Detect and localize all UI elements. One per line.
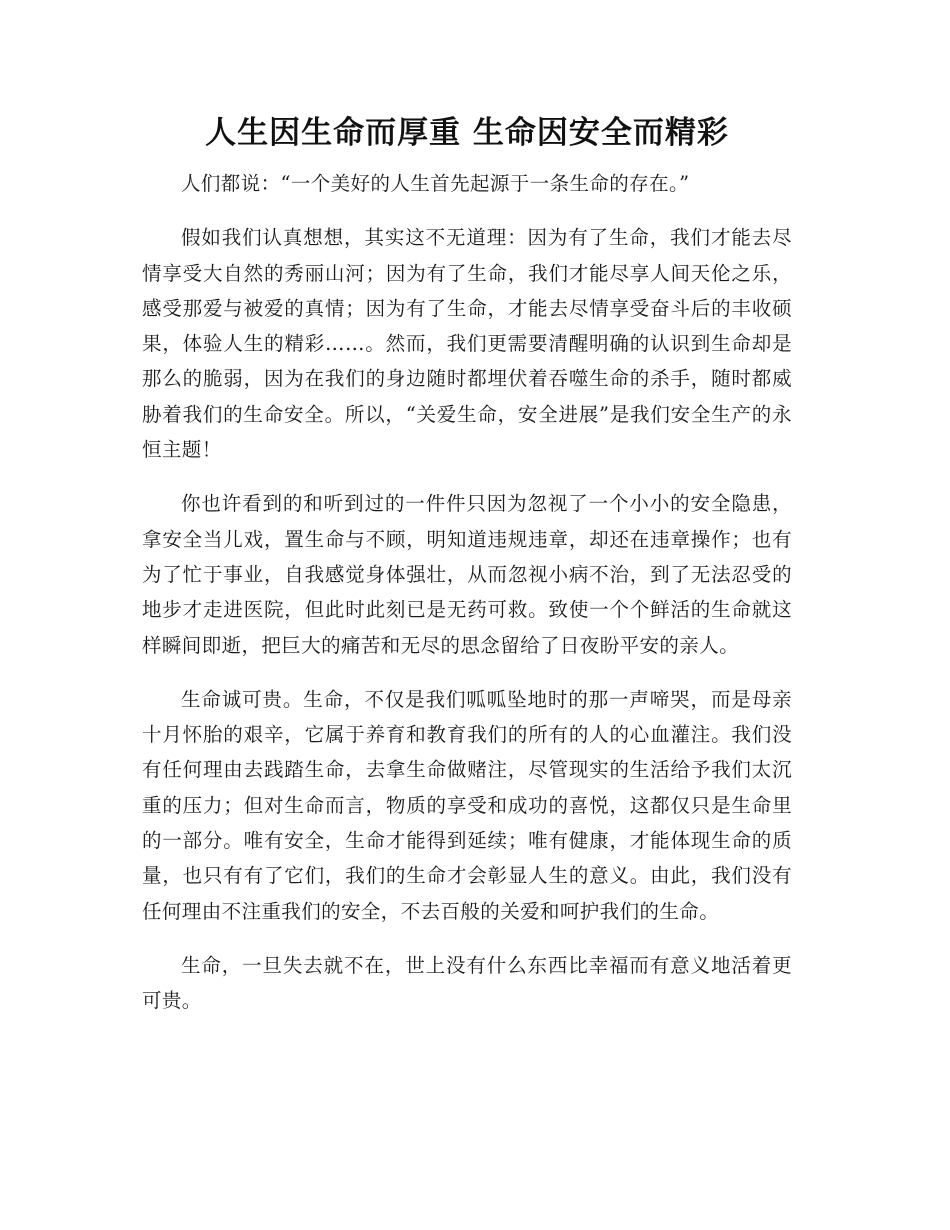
document-body xyxy=(142,112,792,1019)
paragraph-5: 生命，一旦失去就不在，世上没有什么东西比幸福而有意义地活着更可贵。 xyxy=(142,953,792,1013)
paragraph-1: 人们都说：“一个美好的人生首先起源于一条生命的存在。” xyxy=(181,172,690,195)
paragraph-3: 你也许看到的和听到过的一件件只因为忽视了一个小小的安全隐患，拿安全当儿戏，置生命与不顾，明知道违规违章，却还在违章操作；也有为了忙于事业，自我感觉身体强壮，从而忽视小病不治，到了无法忍受的地步才走进医院，但此时此刻已是无药可救。致使一个个鲜活的生命就这样瞬间即逝，把巨大的痛苦和无尽的思念留给了日夜盼平安的亲人。 xyxy=(142,492,792,657)
paragraph-4: 生命诚可贵。生命，不仅是我们呱呱坠地时的那一声啼哭，而是母亲十月怀胎的艰辛，它属于养育和教育我们的所有的人的心血灌注。我们没有任何理由去践踏生命，去拿生命做赌注，尽管现实的生活给予我们太沉重的压力；但对生命而言，物质的享受和成功的喜悦，这都仅只是生命里的一部分。唯有安全，生命才能得到延续；唯有健康，才能体现生命的质量，也只有有了它们，我们的生命才会彰显人生的意义。由此，我们没有任何理由不注重我们的安全，不去百般的关爱和呵护我们的生命。 xyxy=(142,687,792,923)
document-title: 人生因生命而厚重 生命因安全而精彩 xyxy=(205,115,729,151)
paragraph-2: 假如我们认真想想，其实这不无道理：因为有了生命，我们才能去尽情享受大自然的秀丽山河；因为有了生命，我们才能尽享人间天伦之乐，感受那爱与被爱的真情；因为有了生命，才能去尽情享受奋斗后的丰收硕果，体验人生的精彩……。然而，我们更需要清醒明确的认识到生命却是那么的脆弱，因为在我们的身边随时都埋伏着吞噬生命的杀手，随时都威胁着我们的生命安全。所以，“关爱生命，安全进展”是我们安全生产的永恒主题！ xyxy=(142,226,792,462)
